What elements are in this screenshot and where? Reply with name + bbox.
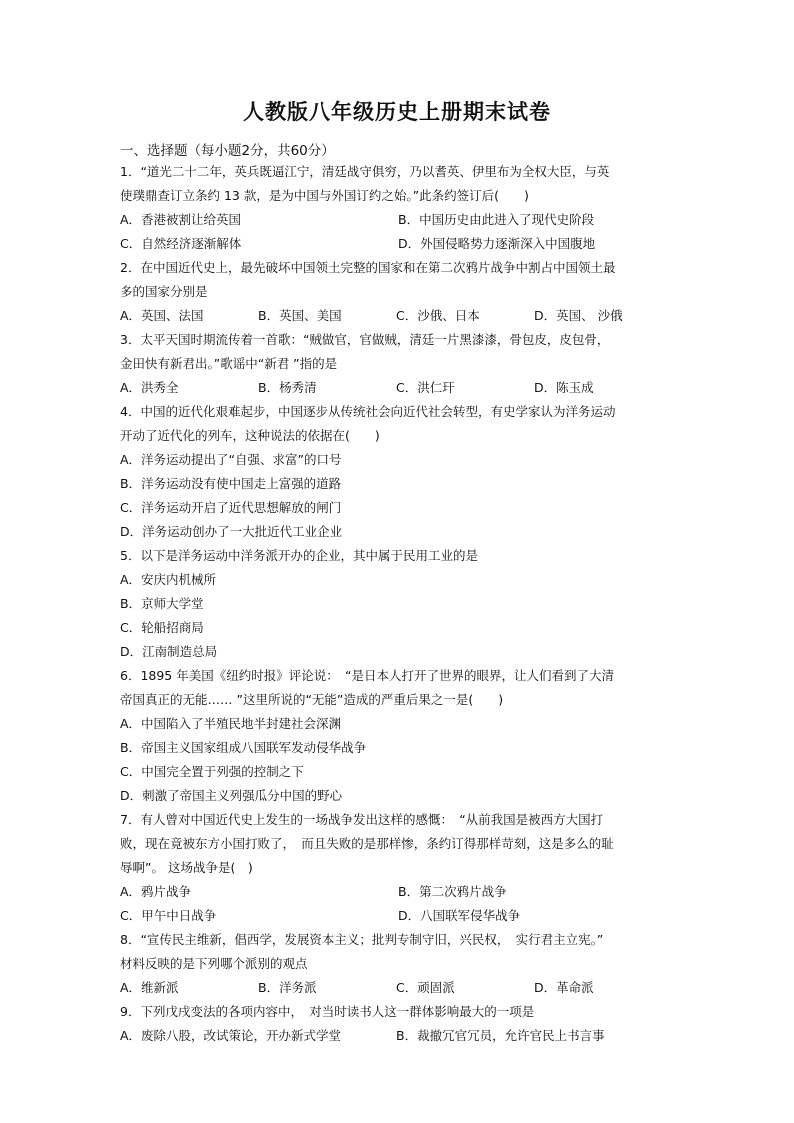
question-4-option-d: D．洋务运动创办了一大批近代工业企业 <box>120 524 343 539</box>
question-6-text: 6．1895 年美国《纽约时报》评论说： “是日本人打开了世界的眼界，让人们看到了大清 <box>120 668 614 683</box>
question-6-option-b: B．帝国主义国家组成八国联军发动侵华战争 <box>120 740 367 755</box>
option-a: A．英国、法国 <box>120 308 204 323</box>
question-4-text: 4．中国的近代化艰难起步，中国逐步从传统社会向近代社会转型，有史学家认为洋务运动 <box>120 404 616 419</box>
question-9-text: 9．下列戊戌变法的各项内容中， 对当时读书人这一群体影响最大的一项是 <box>120 1004 535 1019</box>
option-b: B．英国、美国 <box>258 308 342 323</box>
option-d: D．八国联军侵华战争 <box>398 908 521 923</box>
question-6-text-cont: 帝国真正的无能…… ”这里所说的“无能”造成的严重后果之一是( ) <box>120 692 504 707</box>
question-5-text: 5．以下是洋务运动中洋务派开办的企业，其中属于民用工业的是 <box>120 548 478 563</box>
question-7-text-cont: 败，现在竟被东方小国打败了， 而且失败的是那样惨，条约订得那样苛刻，这是多么的耻 <box>120 836 614 851</box>
question-1-text-cont: 使璞鼎查订立条约 13 款，是为中国与外国订约之始。”此条约签订后( ) <box>120 188 529 203</box>
section-heading: 一、选择题（每小题2分，共60分） <box>120 143 335 159</box>
question-3-text-cont: 金田快有新君出。”歌谣中“新君 ”指的是 <box>120 356 338 371</box>
option-a: A．香港被割让给英国 <box>120 212 242 227</box>
option-b: B．第二次鸦片战争 <box>398 884 507 899</box>
option-c: C．甲午中日战争 <box>120 908 217 923</box>
question-1-text: 1．“道光二十二年，英兵既逼江宁，清廷战守俱穷，乃以耆英、伊里布为全权大臣，与英 <box>120 164 610 179</box>
question-4-option-a: A．洋务运动提出了“自强、求富”的口号 <box>120 452 342 467</box>
question-2-text-cont: 多的国家分别是 <box>120 284 208 299</box>
question-4-text-cont: 开动了近代化的列车，这种说法的依据在( ) <box>120 428 380 443</box>
question-8-text: 8．“宣传民主维新，倡西学，发展资本主义；批判专制守旧，兴民权， 实行君主立宪。” <box>120 932 604 947</box>
question-3-text: 3．太平天国时期流传着一首歌：“贼做官，官做贼，清廷一片黑漆漆，骨包皮，皮包骨， <box>120 332 610 347</box>
option-b: B．裁撤冗官冗员，允许官民上书言事 <box>396 1028 605 1043</box>
question-6-option-d: D．刺激了帝国主义列强瓜分中国的野心 <box>120 788 343 803</box>
option-d: D．英国、 沙俄 <box>534 308 623 323</box>
option-d: D．革命派 <box>534 980 594 995</box>
question-6-option-c: C．中国完全置于列强的控制之下 <box>120 764 304 779</box>
question-5-option-b: B．京师大学堂 <box>120 596 204 611</box>
option-c: C．自然经济逐渐解体 <box>120 236 242 251</box>
option-b: B．洋务派 <box>258 980 317 995</box>
option-c: C．洪仁玕 <box>396 380 455 395</box>
question-5-option-a: A．安庆内机械所 <box>120 572 217 587</box>
question-5-option-c: C．轮船招商局 <box>120 620 204 635</box>
option-d: D．外国侵略势力逐渐深入中国腹地 <box>398 236 596 251</box>
question-4-option-c: C．洋务运动开启了近代思想解放的闸门 <box>120 500 342 515</box>
question-7-text: 7．有人曾对中国近代史上发生的一场战争发出这样的感慨： “从前我国是被西方大国打 <box>120 812 604 827</box>
option-b: B．中国历史由此进入了现代史阶段 <box>398 212 595 227</box>
option-b: B．杨秀清 <box>258 380 317 395</box>
option-c: C．顽固派 <box>396 980 455 995</box>
question-7-text-cont-2: 辱啊”。 这场战争是( ) <box>120 860 253 875</box>
option-a: A．维新派 <box>120 980 179 995</box>
option-a: A．鸦片战争 <box>120 884 192 899</box>
option-a: A．废除八股，改试策论，开办新式学堂 <box>120 1028 342 1043</box>
question-4-option-b: B．洋务运动没有使中国走上富强的道路 <box>120 476 342 491</box>
question-8-text-cont: 材料反映的是下列哪个派别的观点 <box>120 956 308 971</box>
option-d: D．陈玉成 <box>534 380 594 395</box>
option-a: A．洪秀全 <box>120 380 179 395</box>
question-2-text: 2．在中国近代史上，最先破坏中国领土完整的国家和在第二次鸦片战争中割占中国领土最 <box>120 260 616 275</box>
exam-title: 人教版八年级历史上册期末试卷 <box>243 100 551 124</box>
question-5-option-d: D．江南制造总局 <box>120 644 218 659</box>
question-6-option-a: A．中国陷入了半殖民地半封建社会深渊 <box>120 716 342 731</box>
option-c: C．沙俄、日本 <box>396 308 480 323</box>
